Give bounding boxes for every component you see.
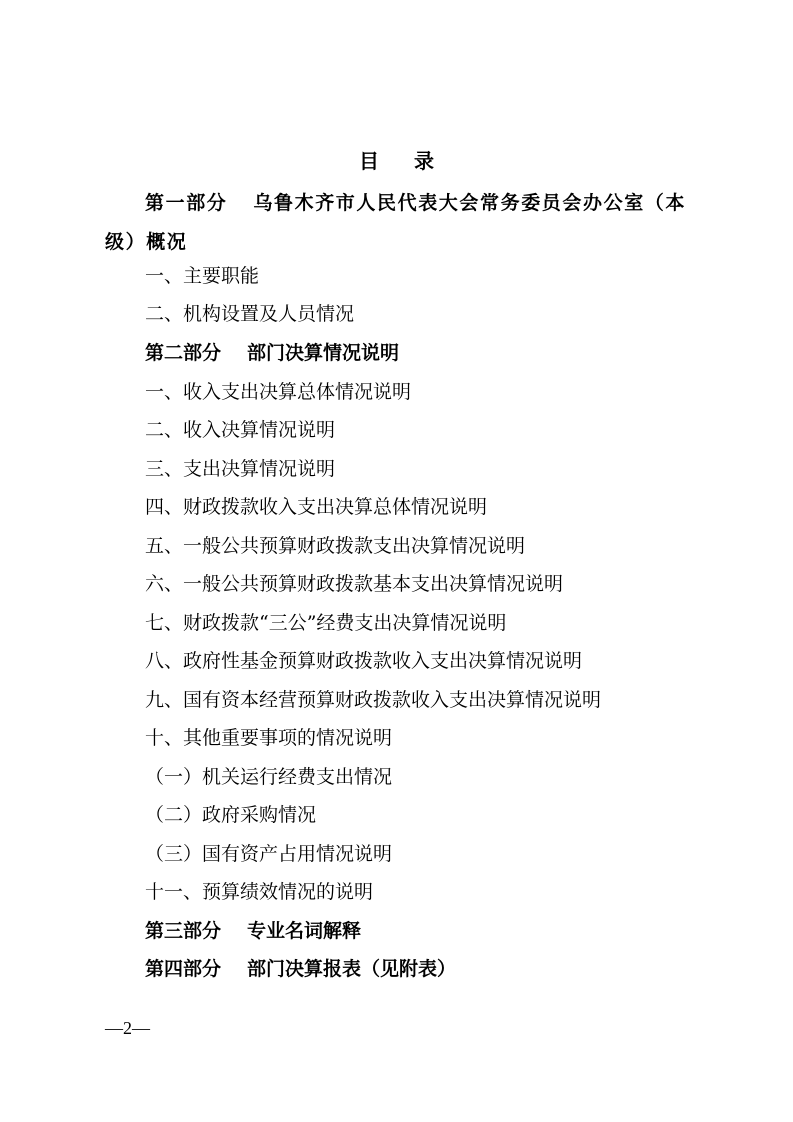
part1-heading [105,184,700,262]
toc-item-part2-8: 八、政府性基金预算财政拨款收入支出决算情况说明 [145,650,583,672]
toc-item-part2-2: 二、收入决算情况说明 [145,419,336,441]
part3-label: 第三部分 [145,920,222,942]
part1-label: 第一部分 [145,192,228,214]
part4-text: 部门决算报表（见附表） [247,958,457,980]
part3-text: 专业名词解释 [247,920,362,942]
toc-item-part2-9: 九、国有资本经营预算财政拨款收入支出决算情况说明 [145,689,602,711]
toc-item-part2-3: 三、支出决算情况说明 [145,458,336,480]
toc-item-part1-2: 二、机构设置及人员情况 [145,303,355,325]
toc-item-part2-1: 一、收入支出决算总体情况说明 [145,381,412,403]
toc-item-part1-1: 一、主要职能 [145,265,260,287]
toc-item-part2-5: 五、一般公共预算财政拨款支出决算情况说明 [145,535,526,557]
part2-heading [145,339,399,367]
part3-heading [145,917,361,945]
toc-item-part2-10: 十、其他重要事项的情况说明 [145,727,393,749]
part4-label: 第四部分 [145,958,222,980]
toc-item-part2-4: 四、财政拨款收入支出决算总体情况说明 [145,496,488,518]
part2-text: 部门决算情况说明 [247,342,400,364]
toc-item-part2-11: 十一、预算绩效情况的说明 [145,881,374,903]
part1-text: 乌鲁木齐市人民代表大会常务委员会办公室（本级）概况 [105,192,687,253]
part2-label: 第二部分 [145,342,222,364]
page-number: —2— [105,1018,150,1038]
toc-item-part2-10-3: （三）国有资产占用情况说明 [145,843,393,865]
toc-item-part2-10-1: （一）机关运行经费支出情况 [145,766,393,788]
toc-item-part2-6: 六、一般公共预算财政拨款基本支出决算情况说明 [145,573,564,595]
page-title: 目 录 [359,149,448,173]
toc-item-part2-7: 七、财政拨款“三公”经费支出决算情况说明 [145,612,507,634]
toc-item-part2-10-2: （二）政府采购情况 [145,804,317,826]
part4-heading [145,955,456,983]
